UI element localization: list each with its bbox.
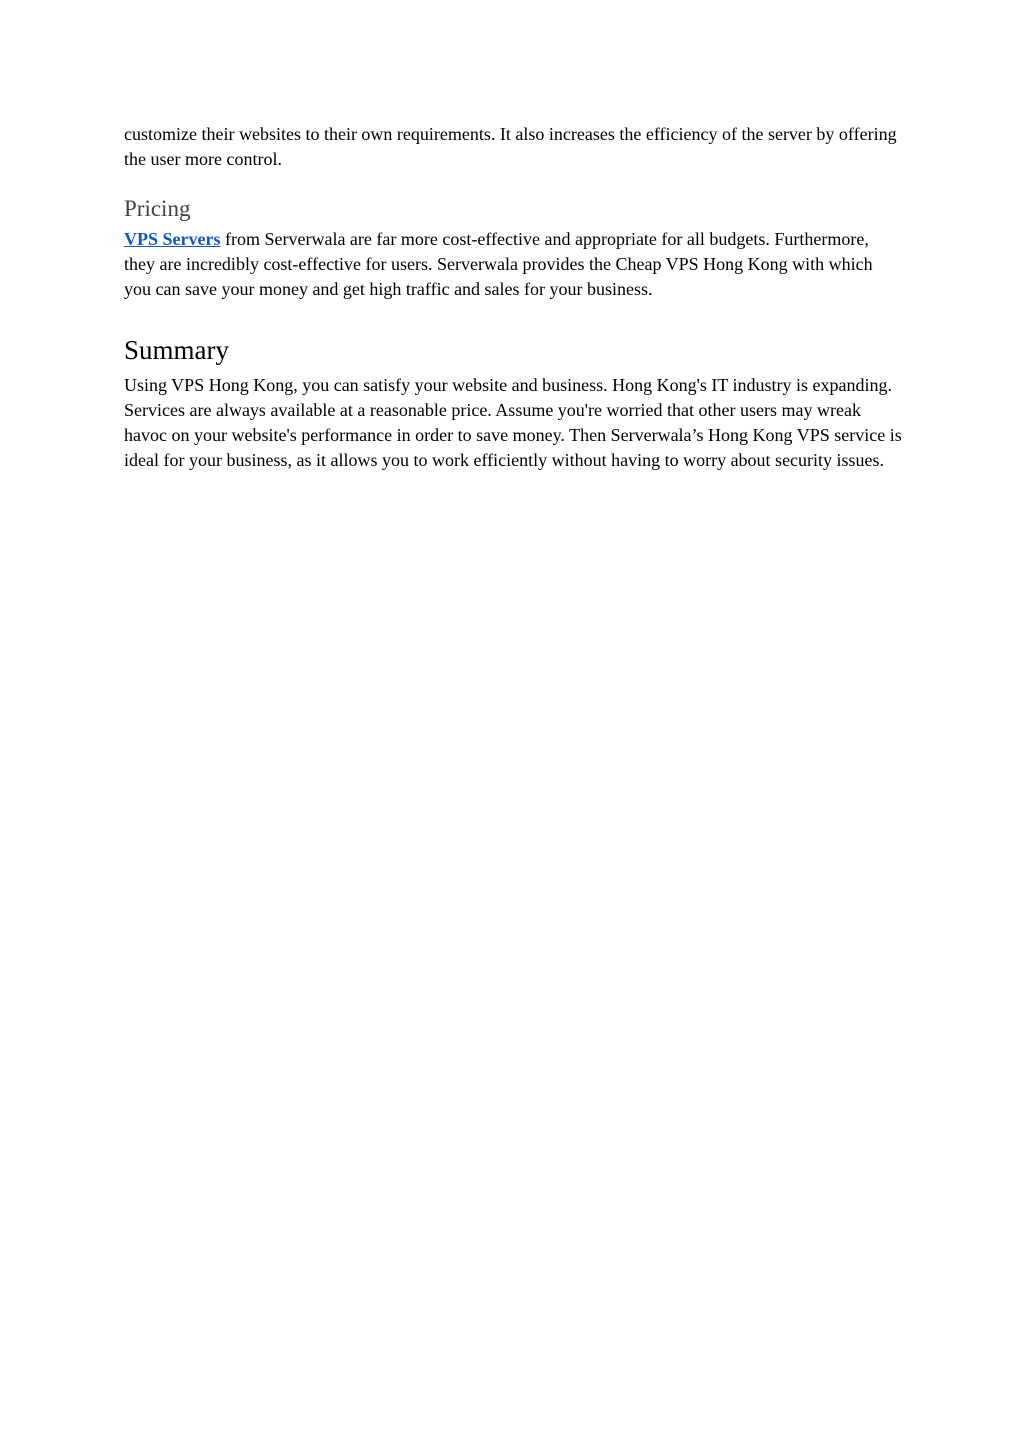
summary-paragraph: Using VPS Hong Kong, you can satisfy your website and business. Hong Kong's IT industry is expanding. Services are always available at a reasonable price. Assume you're worried that other users may wreak havoc on your website's performance in order to save money. Then Serverwala’s Hong Kong VPS service is ideal for your business, as it allows you to work efficiently without having to worry about security issues. bbox=[124, 375, 902, 470]
pricing-paragraph bbox=[124, 227, 904, 302]
intro-paragraph: customize their websites to their own requirements. It also increases the efficiency of the server by offering the user more control. bbox=[124, 124, 897, 169]
document-page bbox=[124, 122, 904, 473]
pricing-heading: Pricing bbox=[124, 196, 191, 221]
vps-servers-link[interactable]: VPS Servers bbox=[124, 229, 221, 249]
summary-heading: Summary bbox=[124, 335, 229, 365]
pricing-body-text: from Serverwala are far more cost-effective and appropriate for all budgets. Furthermore, they are incredibly cost-effective for users. Serverwala provides the Cheap VPS Hong Kong with which you can save your money and get high traffic and sales for your business. bbox=[124, 229, 873, 299]
